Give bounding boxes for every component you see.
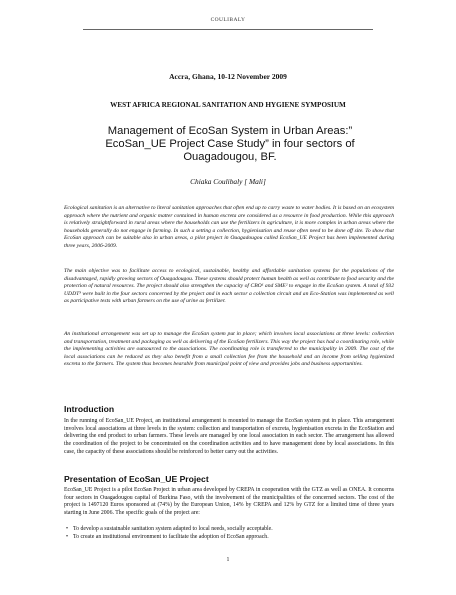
introduction-heading: Introduction [64,404,115,414]
header-rule [83,29,373,30]
list-item [64,534,394,542]
symposium-title: WEST AFRICA REGIONAL SANITATION AND HYGIENE SYMPOSIUM [110,101,346,109]
running-header: COULIBALY [210,17,246,23]
paper-title: Management of EcoSan System in Urban Areas:” EcoSan_UE Project Case Study” in four sectors of Ouagadougou, BF. [105,125,355,163]
abstract-paragraph-3: An institutional arrangement was set up to manage the EcoSan system put in place; which involves local associations at three levels: collection and transportation, treatment and packaging as well as delivering of the EcoSan fertilizers. This way the project has had a coordinating role, while the implementing activities are outsourced to the associations. The coordinating role is transferred to the municipality in 2009. The cost of the local associations can be reduced as they also benefit from a small collection fee from the household and an income from selling hygienized excreta to the farmers. The system thus becomes bearable from municipal point of view and provides jobs and business opportunities. [64,331,394,368]
page-number: 1 [226,557,230,563]
introduction-paragraph: In the running of EcoSan_UE Project, an institutional arrangement is mounted to manage the EcoSan system put in place. This arrangement involves local associations at three levels in the system: collection and transportation of excreta, hygienisation excreta in the EcoStation and delivering the end product to urban farmers. These levels are managed by one local association in each sector. The arrangement has allowed the coordination of the project to be concentrated on the coordination activities and to have management done by local associations. In this case, the capacity of these associations should be reinforced to better carry out the activities. [64,418,394,455]
conference-date-location: Accra, Ghana, 10-12 November 2009 [169,72,287,81]
paper-author: Chiaka Coulibaly [ Mali] [190,177,266,186]
goal-text: To develop a sustainable sanitation system adapted to local needs, socially acceptable. [73,526,273,532]
abstract-paragraph-2: The main objective was to facilitate access to ecological, sustainable, healthy and affordable sanitation systems for the populations of the disadvantaged, rapidly growing sectors of Ouagadougou. These systems should protect human health as well as contribute to food security and the protection of natural resources. The project should also strengthen the capacity of CBO¹ and SME² to engage in the EcoSan system. A total of 932 UDDT³ were built in the four sectors concerned by the project and in each sector a collection circuit and an Eco-Station was implemented as well as participative tests with urban farmers on the use of urine as fertilizer. [64,268,394,305]
goal-text: To create an institutional environment to facilitate the adoption of EcoSan approach. [73,533,269,540]
list-item [64,526,394,534]
presentation-heading: Presentation of EcoSan_UE Project [64,474,209,484]
presentation-paragraph: EcoSan_UE Project is a pilot EcoSan Project in urban area developed by CREPA in cooperation with the GTZ as well as ONEA. It concerns four sectors in Ouagadougou capital of Burkina Faso, with the involvement of the municipalities of the concerned sectors. The cost of the project is 1497120 Euros sponsored at (74%) by the European Union, 14% by CREPA and 12% by GTZ for a limited time of three years starting in June 2006. The specific goals of the project are: [64,487,394,517]
bullet-icon: • [66,526,69,532]
bullet-icon: • [66,533,69,540]
abstract-paragraph-1: Ecological sanitation is an alternative to literal sanitation approaches that often end up to carry waste to water bodies. It is based on an ecosystem approach where the nutrient and organic matter contained in human excreta are considered as a resource in food production. While this approach is relatively straightforward in rural areas where the households can use the fertilizers in agriculture, it is more complex in urban areas where the households generally do not engage in farming. In such a setting a collection, hygienisation and reuse often need to be done off site. To show that EcoSan approach can be suitable also in urban areas, a pilot project in Ouagadougou called EcoSan_UE Project has been implemented during three years, 2006-2009. [64,205,394,249]
project-goals-list [64,526,394,541]
